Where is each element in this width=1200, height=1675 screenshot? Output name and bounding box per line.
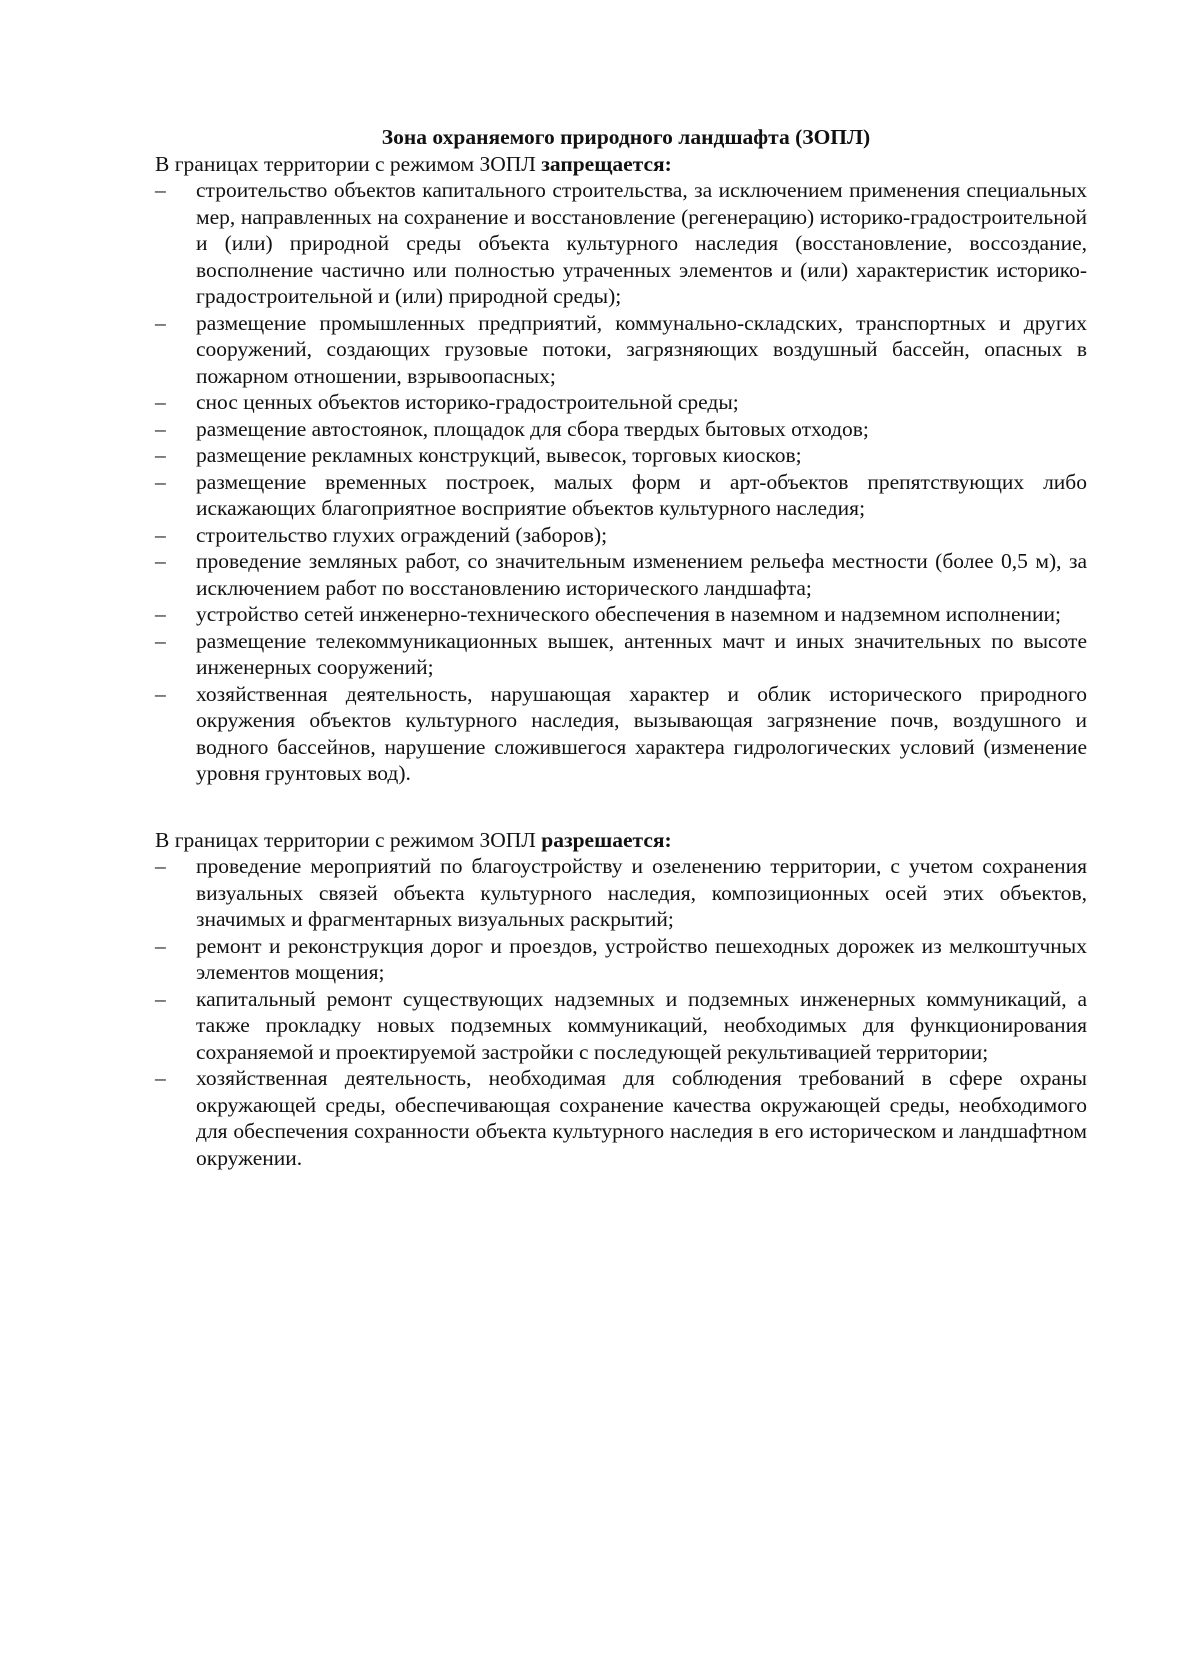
permitted-intro: [155, 827, 1087, 854]
prohibited-intro-keyword: запрещается:: [541, 151, 672, 176]
list-item-text: хозяйственная деятельность, нарушающая характер и облик исторического природного окружения объектов культурного наследия, вызывающая загрязнение почв, воздушного и водного бассейнов, нарушение сложившегося характера гидрологических условий (изменение уровня грунтовых вод).: [196, 681, 1087, 785]
dash-bullet: –: [155, 1066, 166, 1090]
list-item: [155, 310, 1087, 390]
dash-bullet: –: [155, 986, 166, 1011]
list-item-text: размещение промышленных предприятий, коммунально-складских, транспортных и других сооружений, создающих грузовые потоки, загрязняющих воздушный бассейн, опасных в пожарном отношении, взрывоопасных;: [196, 310, 1087, 388]
dash-bullet: –: [155, 469, 166, 494]
list-item-text: капитальный ремонт существующих надземных и подземных инженерных коммуникаций, а также прокладку новых подземных коммуникаций, необходимых для функционирования сохраняемой и проектируемой застройки с последующей рекультивацией территории;: [196, 986, 1087, 1064]
dash-bullet: –: [155, 522, 166, 547]
list-item: [155, 177, 1087, 310]
permitted-intro-text: В границах территории с режимом ЗОПЛ: [155, 827, 542, 852]
list-item: [155, 986, 1087, 1066]
list-item: [155, 601, 1087, 628]
list-item: [155, 469, 1087, 522]
dash-bullet: –: [155, 443, 166, 467]
dash-bullet: –: [155, 854, 166, 878]
list-item-text: размещение временных построек, малых форм и арт-объектов препятствующих либо искажающих благоприятное восприятие объектов культурного наследия;: [196, 469, 1087, 520]
list-item: [155, 853, 1087, 933]
list-item-text: размещение телекоммуникационных вышек, антенных мачт и иных значительных по высоте инженерных сооружений;: [196, 628, 1087, 679]
list-item: [155, 442, 1087, 469]
list-item-text: хозяйственная деятельность, необходимая для соблюдения требований в сфере охраны окружающей среды, обеспечивающая сохранение качества окружающей среды, необходимого для обеспечения сохранности объекта культурного наследия в его историческом и ландшафтном окружении.: [196, 1066, 1087, 1170]
list-item-text: строительство глухих ограждений (заборов);: [196, 522, 608, 547]
list-item: [155, 1065, 1087, 1171]
list-item: [155, 548, 1087, 601]
dash-bullet: –: [155, 310, 166, 335]
list-item: [155, 416, 1087, 443]
dash-bullet: –: [155, 681, 166, 706]
dash-bullet: –: [155, 549, 166, 573]
list-item: [155, 522, 1087, 549]
list-item-text: размещение автостоянок, площадок для сбора твердых бытовых отходов;: [196, 416, 869, 441]
list-item-text: строительство объектов капитального строительства, за исключением применения специальных мер, направленных на сохранение и восстановление (регенерацию) историко-градостроительной и (или) природной среды объекта культурного наследия (восстановление, воссоздание, восполнение частично или полностью утраченных элементов и (или) характеристик историко-градостроительной и (или) природной среды);: [196, 178, 1087, 308]
prohibited-intro: [155, 151, 1087, 178]
dash-bullet: –: [155, 602, 166, 626]
list-item-text: размещение рекламных конструкций, вывесок, торговых киосков;: [196, 443, 802, 467]
dash-bullet: –: [155, 416, 166, 441]
list-item: [155, 933, 1087, 986]
dash-bullet: –: [155, 628, 166, 653]
list-item-text: снос ценных объектов историко-градостроительной среды;: [196, 390, 739, 414]
list-item: [155, 389, 1087, 416]
prohibited-intro-text: В границах территории с режимом ЗОПЛ: [155, 151, 542, 176]
section-spacer: [155, 787, 1087, 827]
list-item: [155, 681, 1087, 787]
list-item: [155, 628, 1087, 681]
document-body: [155, 124, 1087, 1171]
dash-bullet: –: [155, 178, 166, 202]
list-item-text: проведение мероприятий по благоустройству и озеленению территории, с учетом сохранения визуальных связей объекта культурного наследия, композиционных осей этих объектов, значимых и фрагментарных визуальных раскрытий;: [196, 854, 1087, 931]
dash-bullet: –: [155, 933, 166, 958]
permitted-list: [155, 853, 1087, 1171]
permitted-intro-keyword: разрешается:: [541, 827, 672, 852]
list-item-text: устройство сетей инженерно-технического обеспечения в наземном и надземном исполнении;: [196, 602, 1061, 626]
document-title: Зона охраняемого природного ландшафта (ЗОПЛ): [381, 125, 871, 149]
prohibited-list: [155, 177, 1087, 787]
list-item-text: проведение земляных работ, со значительным изменением рельефа местности (более 0,5 м), за исключением работ по восстановлению исторического ландшафта;: [196, 549, 1087, 600]
dash-bullet: –: [155, 390, 166, 414]
list-item-text: ремонт и реконструкция дорог и проездов, устройство пешеходных дорожек из мелкоштучных элементов мощения;: [196, 933, 1087, 984]
